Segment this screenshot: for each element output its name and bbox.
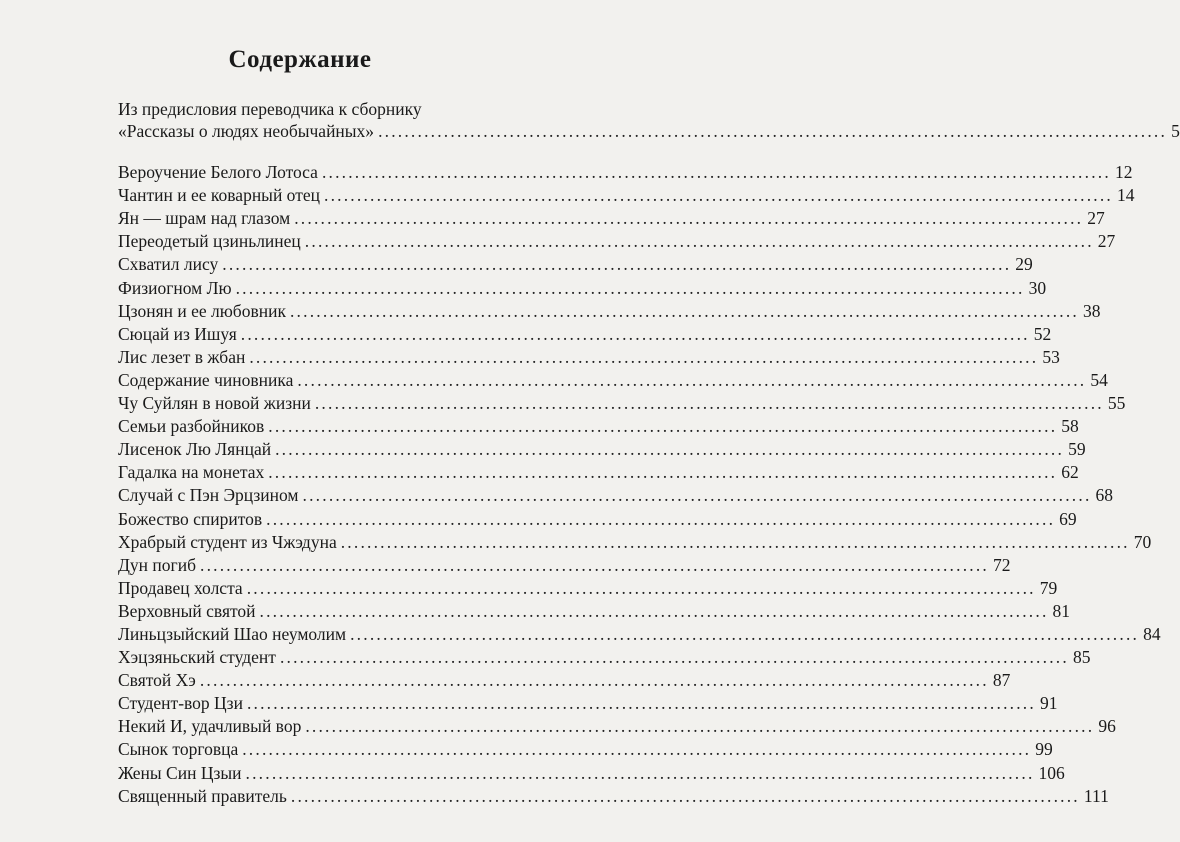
- dot-leader: ........................................................................................................................: [275, 439, 1065, 460]
- entry-page-number: 85: [1072, 647, 1091, 668]
- entry-label: Хэцзяньский студент: [118, 647, 276, 668]
- entry-page-number: 69: [1059, 508, 1077, 529]
- entry-label: Чу Суйлян в новой жизни: [118, 393, 311, 414]
- entry-label: Переодетый цзиньлинец: [118, 231, 301, 252]
- toc-entry: [118, 623, 1161, 646]
- dot-leader: ........................................................................................................................: [242, 739, 1032, 760]
- entry-label: Некий И, удачливый вор: [118, 716, 302, 737]
- entry-page-number: 79: [1039, 577, 1058, 598]
- entry-label: Божество спиритов: [118, 508, 263, 529]
- toc-entry: [118, 230, 1116, 253]
- entry-label: Гадалка на монетах: [118, 462, 265, 483]
- entry-label: Ян — шрам над глазом: [118, 208, 291, 229]
- entry-page-number: 27: [1087, 208, 1105, 229]
- dot-leader: ........................................................................................................................: [268, 416, 1058, 437]
- entry-page-number: 81: [1052, 600, 1071, 621]
- entry-page-number: 84: [1143, 623, 1161, 644]
- dot-leader: ........................................................................................................................: [266, 508, 1056, 529]
- entry-page-number: 59: [1068, 439, 1086, 460]
- dot-leader: ........................................................................................................................: [246, 577, 1036, 598]
- entry-label: Жены Син Цзыи: [118, 762, 242, 783]
- dot-leader: ........................................................................................................................: [321, 162, 1111, 183]
- entry-label: Сынок торговца: [118, 739, 239, 760]
- entry-page-number: 38: [1082, 300, 1101, 321]
- entry-label: Линьцзыйский Шао неумолим: [118, 623, 347, 644]
- entry-page-number: 5: [1171, 121, 1180, 141]
- entry-page-number: 91: [1039, 693, 1058, 714]
- entry-label: Схватил лису: [118, 254, 219, 275]
- entry-page-number: 29: [1015, 254, 1033, 275]
- entry-label: Вероучение Белого Лотоса: [118, 162, 318, 183]
- dot-leader: ........................................................................................................................: [324, 185, 1113, 206]
- entry-page-number: 53: [1042, 346, 1060, 367]
- dot-leader: ........................................................................................................................: [305, 716, 1095, 737]
- toc-entry: [118, 300, 1101, 323]
- toc-entry: [118, 738, 1053, 761]
- entry-page-number: 58: [1061, 416, 1079, 437]
- toc-entry: [118, 184, 1135, 207]
- toc-entry: [118, 715, 1116, 738]
- dot-leader: ........................................................................................................................: [297, 369, 1087, 390]
- toc-entry: [118, 785, 1109, 808]
- toc-entry: [118, 415, 1079, 438]
- toc-entry: [118, 369, 1108, 392]
- toc-entry: [118, 600, 1071, 623]
- dot-leader: ........................................................................................................................: [240, 323, 1030, 344]
- entry-page-number: 87: [992, 670, 1011, 691]
- dot-leader: ........................................................................................................................: [200, 554, 989, 575]
- entry-page-number: 70: [1133, 531, 1152, 552]
- toc-entry: [118, 346, 1060, 369]
- dot-leader: ........................................................................................................................: [199, 670, 989, 691]
- entry-page-number: 54: [1090, 369, 1108, 390]
- table-of-contents: [118, 98, 1180, 808]
- dot-leader: ........................................................................................................................: [290, 785, 1080, 806]
- dot-leader: ........................................................................................................................: [304, 231, 1094, 252]
- entry-page-number: 96: [1098, 716, 1116, 737]
- toc-entry: [118, 554, 1011, 577]
- toc-entry: [118, 392, 1126, 415]
- dot-leader: ........................................................................................................................: [302, 485, 1092, 506]
- entry-label: Дун погиб: [118, 554, 196, 575]
- toc-entry: [118, 207, 1105, 230]
- entry-page-number: 12: [1114, 162, 1133, 183]
- entry-page-number: 52: [1033, 323, 1052, 344]
- toc-entry: [118, 461, 1079, 484]
- toc-entry: [118, 762, 1065, 785]
- toc-entry: [118, 646, 1091, 669]
- dot-leader: ........................................................................................................................: [249, 346, 1039, 367]
- entry-label: Случай с Пэн Эрцзином: [118, 485, 299, 506]
- toc-entry: [118, 531, 1152, 554]
- dot-leader: ........................................................................................................................: [314, 393, 1104, 414]
- entry-label: Верховный святой: [118, 600, 256, 621]
- dot-leader: ........................................................................................................................: [245, 762, 1035, 783]
- entry-label: Цзонян и ее любовник: [118, 300, 286, 321]
- toc-entry: [118, 692, 1058, 715]
- dot-leader: ........................................................................................................................: [235, 277, 1025, 298]
- intro-entry: [118, 120, 1180, 143]
- entry-label: Храбрый студент из Чжэдуна: [118, 531, 337, 552]
- entry-page-number: 55: [1107, 393, 1126, 414]
- dot-leader: ........................................................................................................................: [289, 300, 1079, 321]
- dot-leader: ........................................................................................................................: [340, 531, 1130, 552]
- entry-label: Сюцай из Ишуя: [118, 323, 237, 344]
- entry-label: Студент-вор Цзи: [118, 693, 243, 714]
- toc-entry: [118, 484, 1114, 507]
- toc-entries: [118, 161, 1161, 808]
- entry-page-number: 68: [1095, 485, 1114, 506]
- dot-leader: ........................................................................................................................: [378, 121, 1168, 141]
- page-title: Содержание: [228, 46, 372, 73]
- entry-label: Продавец холста: [118, 577, 243, 598]
- entry-label: Лис лезет в жбан: [118, 346, 246, 367]
- entry-page-number: 14: [1117, 185, 1135, 206]
- entry-page-number: 99: [1035, 739, 1053, 760]
- dot-leader: ........................................................................................................................: [294, 208, 1084, 229]
- dot-leader: ........................................................................................................................: [279, 647, 1069, 668]
- entry-label: Содержание чиновника: [118, 369, 294, 390]
- toc-entry: [118, 577, 1058, 600]
- toc-entry: [118, 508, 1077, 531]
- entry-label: Лисенок Лю Лянцай: [118, 439, 272, 460]
- entry-page-number: 30: [1028, 277, 1047, 298]
- dot-leader: ........................................................................................................................: [246, 693, 1036, 714]
- entry-label: «Рассказы о людях необычайных»: [118, 121, 375, 141]
- toc-entry: [118, 669, 1011, 692]
- entry-label: Чантин и ее коварный отец: [118, 185, 320, 206]
- dot-leader: ........................................................................................................................: [350, 623, 1140, 644]
- toc-entry: [118, 161, 1133, 184]
- dot-leader: ........................................................................................................................: [268, 462, 1058, 483]
- toc-entry: [118, 253, 1033, 276]
- dot-leader: ........................................................................................................................: [222, 254, 1012, 275]
- entry-page-number: 62: [1061, 462, 1079, 483]
- toc-entry: [118, 277, 1047, 300]
- entry-page-number: 72: [993, 554, 1011, 575]
- toc-entry: [118, 438, 1086, 461]
- entry-label: Святой Хэ: [118, 670, 196, 691]
- entry-page-number: 106: [1038, 762, 1065, 783]
- entry-page-number: 27: [1097, 231, 1116, 252]
- entry-label: Физиогном Лю: [118, 277, 232, 298]
- entry-page-number: 111: [1083, 785, 1109, 806]
- intro-entry-line1: Из предисловия переводчика к сборнику: [118, 99, 422, 119]
- entry-label: Семьи разбойников: [118, 416, 265, 437]
- dot-leader: ........................................................................................................................: [259, 600, 1049, 621]
- toc-entry: [118, 323, 1052, 346]
- entry-label: Священный правитель: [118, 785, 287, 806]
